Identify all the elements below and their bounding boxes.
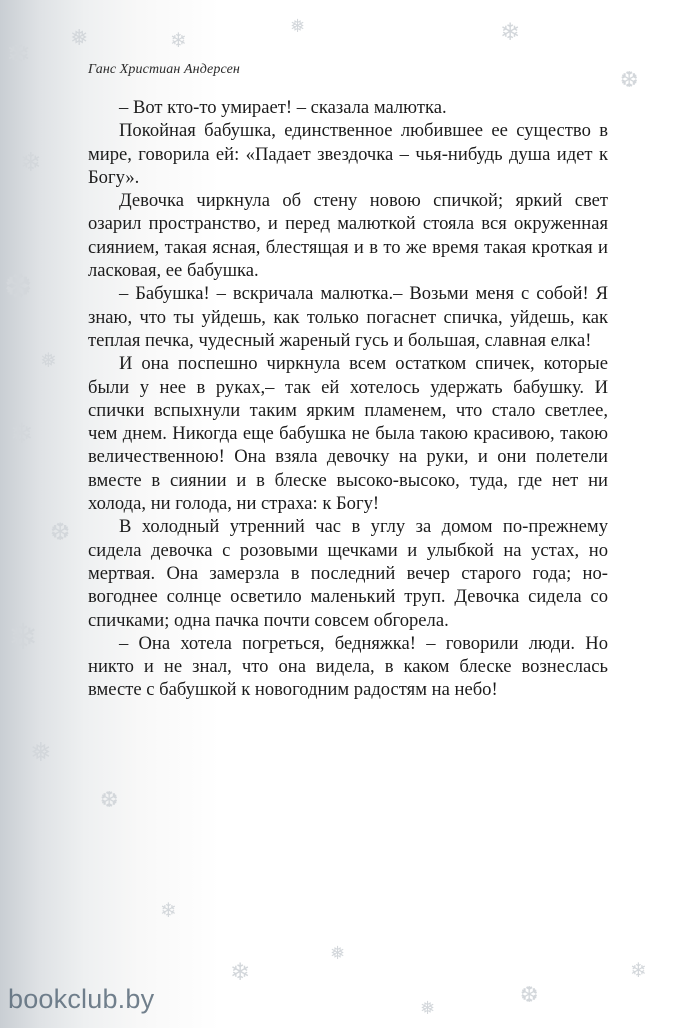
paragraph: Девочка чиркнула об стену новою спичкой; яркий свет озарил пространство, и перед малюткой стояла вся окруженная сиянием, такая ясная, блестящая и в то же время такая кроткая и ласковая, ее бабушка. xyxy=(88,190,608,282)
snowflake-icon: ❅ xyxy=(330,943,346,964)
snowflake-icon: ❅ xyxy=(30,738,52,768)
snowflake-icon: ❅ xyxy=(40,348,57,372)
snowflake-icon: ❄ xyxy=(160,898,177,922)
paragraph: – Вот кто-то умирает! – сказала малютка. xyxy=(119,97,447,118)
snowflake-icon: ❄ xyxy=(170,28,187,52)
running-head: Ганс Христиан Андерсен xyxy=(88,62,240,77)
snowflake-icon: ❆ xyxy=(4,267,33,307)
paragraph: – Она хотела погреться, бедняжка! – говорили люди. Но никто и не знал, что она видела, в каком блеске вознеслась вместе с бабушкой к новогодним радостям на небо! xyxy=(88,632,608,701)
snowflake-icon: ❄ xyxy=(230,958,251,986)
snowflake-icon: ❄ xyxy=(10,417,34,450)
snowflake-icon: ❅ xyxy=(70,26,89,51)
snowflake-icon: ❆ xyxy=(50,518,71,546)
body-text xyxy=(88,96,608,702)
snowflake-icon: ❄ xyxy=(630,958,647,982)
snowflake-icon: ❅ xyxy=(290,16,306,37)
snowflake-icon: ❄ xyxy=(6,37,32,72)
snowflake-icon: ❆ xyxy=(520,983,539,1008)
snowflake-icon: ❆ xyxy=(620,68,639,93)
snowflake-icon: ❄ xyxy=(20,148,42,178)
paragraph: Покойная бабушка, единственное любившее ее существо в мире, говорила ей: «Падает звездочка – чья-нибудь душа идет к Богу». xyxy=(88,120,608,188)
snowflake-icon: ❅ xyxy=(420,998,436,1019)
watermark: bookclub.by xyxy=(8,984,155,1014)
paragraph: В холодный утренний час в углу за домом по-прежнему сидела девочка с розовыми щечками и улыбкой на устах, но мертвая. Она замерзла в последний вечер старого года; новогоднее солнце осветило маленький труп. Девочка сидела со спичками; одна пачка почти совсем обгорела. xyxy=(88,516,608,631)
snowflake-icon: ❄ xyxy=(500,18,521,46)
snowflake-icon: ❄ xyxy=(8,617,39,658)
snowflake-icon: ❆ xyxy=(100,788,119,813)
paragraph: – Бабушка! – вскричала малютка.– Возьми меня с собой! Я знаю, что ты уйдешь, как только погаснет спичка, уйдешь, как теплая печка, чудесный жареный гусь и большая, славная елка! xyxy=(88,283,608,351)
paragraph: И она поспешно чиркнула всем остатком спичек, которые были у нее в руках,– так ей хотелось удержать бабушку. И спички вспыхнули таким ярким пламенем, что стало светлее, чем днем. Никогда еще бабушка не была такою красивою, такою величественною! Она взяла девочку на руки, и они полетели вместе в сиянии и в блеске высоко-высоко, туда, где нет ни холода, ни голода, ни страха: к Богу! xyxy=(88,353,608,515)
